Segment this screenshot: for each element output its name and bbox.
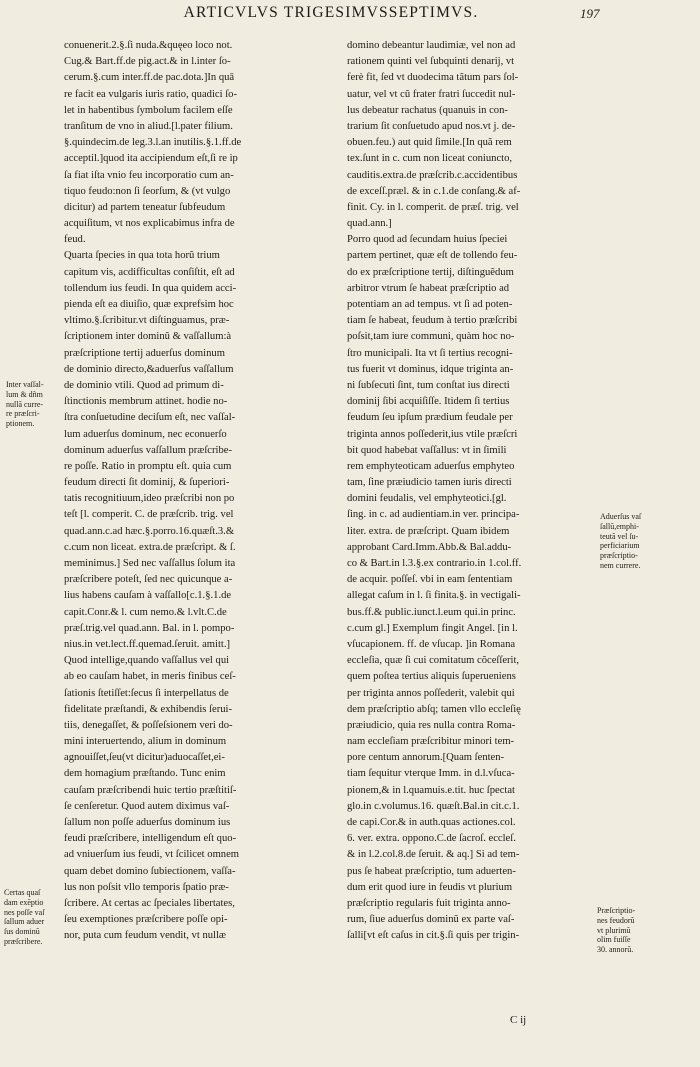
text-line: finit. Cy. in l. comperit. de præſ. trig. vel bbox=[347, 201, 519, 213]
text-line: bus.ff.& public.iunct.l.eum qui.in princ. bbox=[347, 606, 516, 618]
page-number: 197 bbox=[580, 6, 600, 21]
text-line: dem præſcriptio abſq; tamen vllo eccleſię bbox=[347, 703, 521, 715]
text-line: ad vniuerſum ius feudi, vt ſcilicet omnem bbox=[64, 849, 240, 861]
margin-note-line: Aduerſus vaſ bbox=[600, 512, 642, 521]
text-line: vltimo.§.ſcribitur.vt diſtinguamus, præ- bbox=[64, 315, 230, 327]
text-line: tex.ſunt in c. cum non liceat coniuncto, bbox=[347, 153, 513, 165]
margin-note-line: Inter vaſſal- bbox=[6, 380, 44, 389]
margin-note-line: dam exēptio bbox=[4, 897, 44, 907]
right-text-column bbox=[347, 38, 599, 945]
margin-note-line: ſus dominũ bbox=[4, 927, 40, 937]
text-line: dicitur) ad partem teneatur ſubfeudum bbox=[64, 201, 226, 213]
text-line: glo.in c.volumus.16. quæſt.Bal.in cit.c.1. bbox=[347, 800, 520, 812]
text-line: agnouiſſet,ſeu(vt dicitur)aduocaſſet,ei- bbox=[64, 752, 225, 764]
text-line: rem emphyteoticam aduerſus emphyteo bbox=[347, 460, 515, 472]
text-line: domini feudalis, vel emphyteotici.[gl. bbox=[347, 493, 507, 505]
text-line: tranſitum de vno in aliud.[l.pater filium. bbox=[64, 120, 233, 132]
margin-note-line: ſallũ,emphi- bbox=[600, 521, 639, 531]
text-line: pionem,& in l.quamuis.e.tit. huc ſpectat bbox=[347, 784, 515, 796]
margin-note-line: ptionem. bbox=[6, 419, 35, 429]
text-line: de capi.Cor.& in auth.quas actiones.col. bbox=[347, 817, 516, 828]
text-line: lum aduerſus dominum, nec econuerſo bbox=[64, 428, 227, 440]
text-line: per triginta annos poſſederit, valebit qui bbox=[347, 687, 515, 699]
text-line: ſa fiat iſta vnio feu incorporatio cum an- bbox=[64, 169, 234, 181]
text-line: præiudicio, quia res nulla contra Roma- bbox=[347, 719, 516, 731]
text-line: lus non poſsit vllo temporis ſpatio præ- bbox=[64, 881, 229, 893]
text-line: capitum vis, acdifficultas conſiſtit, eſt ad bbox=[64, 266, 235, 278]
text-line: ſing. in c. ad audientiam.in ver. principa- bbox=[347, 509, 520, 521]
text-line: præſ.trig.vel quad.ann. Bal. in l. pompo- bbox=[64, 622, 235, 634]
margin-note-left-1 bbox=[6, 380, 64, 429]
text-line: Cug.& Bart.ff.de pig.act.& in l.inter ſo- bbox=[64, 56, 231, 68]
text-line: Quod intellige,quando vaſſallus vel qui bbox=[64, 655, 230, 667]
text-line: nam eccleſiam præſcribitur minori tem- bbox=[347, 736, 515, 748]
text-line: feudi præſcribere, intelligendum eſt quo- bbox=[64, 833, 237, 845]
text-line: nor, puta cum feudum vendit, vt nullæ bbox=[64, 930, 226, 942]
text-line: quad.ann.] bbox=[347, 218, 392, 230]
text-line: præſcriptione tertij aduerſus dominum bbox=[64, 347, 225, 359]
text-line: tus fuerit vt dominus, idque triginta an- bbox=[347, 363, 514, 375]
text-line: acquiſitum, vt nos explicabimus infra de bbox=[64, 218, 235, 230]
text-line: ſtra conſuetudine deciſum eſt, nec vaſſal- bbox=[64, 412, 236, 424]
margin-note-right-1 bbox=[600, 512, 696, 571]
text-line: meminimus.] Sed nec vaſſallus ſolum ita bbox=[64, 558, 236, 569]
text-line: liter. extra. de præſcript. Quam ibidem bbox=[347, 525, 510, 537]
text-line: triginta annos poſſederit,ius vtile præſcri bbox=[347, 428, 518, 440]
margin-note-line: nullā curre- bbox=[6, 399, 44, 409]
text-line: §.quindecim.de leg.3.l.an inutilis.§.1.ff.de bbox=[64, 137, 242, 149]
margin-note-line: præſcriptio- bbox=[600, 551, 638, 561]
text-line: poſsit,tam iure communi, quàm hoc no- bbox=[347, 331, 515, 343]
text-line: c.cum non liceat. extra.de præſcript. & ſ. bbox=[64, 541, 236, 553]
text-line: ſationis ſtetiſſet:ſecus ſi interpellatus de bbox=[64, 687, 229, 699]
text-line: tiam ſequitur vterque Imm. in d.l.vſuca- bbox=[347, 768, 515, 780]
text-line: cerum.§.cum inter.ff.de pac.dota.]In quā bbox=[64, 72, 235, 84]
text-line: co & Bart.in l.3.§.ex contrario.in 1.col.ff. bbox=[347, 558, 522, 569]
text-line: ſcriptionem inter dominũ & vaſſallum:à bbox=[64, 331, 232, 343]
text-line: feudum ſeu ipſum prædium feudale per bbox=[347, 412, 513, 424]
text-line: partem pertinet, quæ eſt de tollendo feu- bbox=[347, 250, 518, 262]
left-text-column bbox=[64, 38, 336, 945]
text-line: re poſſe. Ratio in promptu eſt. quia cum bbox=[64, 460, 232, 472]
text-line: ni ſubſecuti ſint, tum conſtat ius directi bbox=[347, 379, 510, 391]
text-line: lus debeatur rachatus (quanuis in con- bbox=[347, 104, 508, 116]
text-line: tatis recognitiuum,ideo præſcribi non po bbox=[64, 493, 235, 505]
text-line: cauſam præſcribendi huic tertio præſtitiſ- bbox=[64, 784, 237, 796]
margin-note-line: 30. annorũ. bbox=[597, 945, 634, 955]
text-line: de acquir. poſſeſ. vbi in eam ſententiam bbox=[347, 574, 513, 586]
text-line: 6. ver. extra. oppono.C.de ſacroſ. eccleſ. bbox=[347, 833, 516, 845]
margin-note-line: nes feudorũ bbox=[597, 915, 635, 925]
text-line: dominij ſibi acquiſiſſe. Itidem ſi tertius bbox=[347, 396, 510, 408]
text-line: rationem quinti vel ſubquinti denarij, vt bbox=[347, 56, 515, 68]
margin-note-line: teutã vel ſu- bbox=[600, 531, 639, 541]
text-line: ſeu exemptiones præſcribere poſſe opi- bbox=[64, 914, 228, 926]
text-line: allegat caſum in l. ſi finita.§. in vectigali- bbox=[347, 590, 521, 602]
text-line: feudum directi ſit dominij, & ſuperiori- bbox=[64, 477, 230, 489]
text-line: obuen.feu.) aut quid ſimile.[In quã rem bbox=[347, 137, 512, 149]
text-line: tam, ſine præiudicio tamen iuris directi bbox=[347, 477, 512, 489]
text-line: nius.in vet.lect.ff.quemad.ſeruit. amitt.] bbox=[64, 638, 231, 650]
text-line: ſe cenſeretur. Quod autem diximus vaſ- bbox=[64, 800, 230, 812]
text-line: ferè fit, ſed vt duodecima tãtum pars ſol- bbox=[347, 72, 519, 84]
text-line: præſcribere poteſt, ſed nec quicunque a- bbox=[64, 574, 233, 586]
text-line: Quarta ſpecies in qua tota horũ trium bbox=[64, 250, 220, 262]
text-line: trarium ſit conſuetudo apud nos.vt j. de- bbox=[347, 120, 516, 132]
text-line: approbant Card.Imm.Abb.& Bal.addu- bbox=[347, 541, 512, 553]
text-line: eccleſia, quæ ſi cui comitatum cõceſſerit, bbox=[347, 655, 520, 667]
text-line: tiis, denegaſſet, & poſſeſsionem veri do- bbox=[64, 719, 233, 731]
text-line: rum, ſiue aduerſus dominũ ex parte vaſ- bbox=[347, 914, 515, 926]
text-line: mini interuertendo, alium in dominum bbox=[64, 736, 227, 748]
text-line: dominum aduerſus vaſſallum præſcribe- bbox=[64, 444, 232, 456]
text-line: cauditis.extra.de præſcrib.c.accidentibus bbox=[347, 169, 518, 181]
text-line: quem poſtea tertius aliquis ſuperueniens bbox=[347, 671, 516, 683]
text-line: tiquo feudo:non ſi ſeorſum, & (vt vulgo bbox=[64, 185, 231, 197]
text-line: bit quod habebat vaſſallus: vt in ſimili bbox=[347, 444, 507, 456]
margin-note-line: præſcribere. bbox=[4, 936, 43, 946]
margin-note-line: lum & dñm bbox=[6, 389, 43, 399]
running-title: ARTICVLVS TRIGESIMVSSEPTIMVS. bbox=[183, 4, 479, 21]
text-line: quam debet domino ſubiectionem, vaſſa- bbox=[64, 865, 236, 877]
text-line: præſcriptio regularis fuit triginta anno- bbox=[347, 897, 511, 909]
text-line: de dominio directo,&aduerſus vaſſallum bbox=[64, 363, 234, 375]
catchword: C ij bbox=[510, 1014, 527, 1026]
text-line: dem homagium præſtando. Tunc enim bbox=[64, 768, 226, 780]
margin-note-line: re præſcri- bbox=[6, 409, 40, 419]
text-line: ab eo cauſam habet, in meris finibus ceſ- bbox=[64, 671, 236, 683]
text-line: c.cum gl.] Exemplum fingit Angel. [in l. bbox=[347, 622, 518, 634]
text-line: uatur, vel vt cũ frater fratri ſuccedit nul- bbox=[347, 88, 516, 100]
text-line: domino debeantur laudimiæ, vel non ad bbox=[347, 40, 516, 51]
margin-note-line: perficiarium bbox=[600, 541, 640, 551]
margin-note-line: vt plurimũ bbox=[597, 925, 631, 935]
text-line: ſcribere. At certas ac ſpeciales libertates, bbox=[64, 897, 235, 909]
text-line: tollendum ius feudi. In qua quidem acci- bbox=[64, 282, 237, 294]
text-line: de exceſſ.præl. & in c.1.de conſang.& af- bbox=[347, 185, 521, 197]
text-line: capit.Conr.& l. cum nemo.& l.vlt.C.de bbox=[64, 606, 227, 618]
text-line: pienda eſt ea diuiſio, quæ exprefsim hoc bbox=[64, 299, 234, 310]
text-line: potentiam an ad tempus. vt ſi ad poten- bbox=[347, 299, 513, 310]
text-line: ſtinctionis membrum attinet. hodie no- bbox=[64, 396, 228, 408]
margin-note-line: nem currere. bbox=[600, 560, 641, 570]
margin-note-line: Præſcriptio- bbox=[597, 906, 636, 915]
text-line: quad.ann.c.ad hæc.§.porro.16.quæſt.3.& bbox=[64, 525, 235, 537]
text-line: acceptil.]quod ita accipiendum eſt,ſi re ip bbox=[64, 153, 238, 165]
margin-note-line: nes poſſe vaſ bbox=[4, 907, 45, 917]
text-line: de dominio vtili. Quod ad primum di- bbox=[64, 379, 224, 391]
margin-note-line: Certas quaſ bbox=[4, 888, 41, 897]
text-line: Porro quod ad ſecundam huius ſpeciei bbox=[347, 234, 508, 246]
margin-note-line: olim fuiſſe bbox=[597, 935, 631, 945]
text-line: feud. bbox=[64, 234, 86, 246]
text-line: ſallum non poſſe aduerſus dominum ius bbox=[64, 817, 231, 828]
text-line: fidelitate præſtandi, & exhibendis ſerui- bbox=[64, 703, 232, 715]
text-line: arbitror vtrum ſe habeat præſcriptio ad bbox=[347, 282, 510, 294]
text-line: lius habens cauſam à vaſſallo[c.1.§.1.de bbox=[64, 590, 232, 602]
margin-note-right-2 bbox=[597, 906, 697, 955]
text-line: vſucapionem. ff. de vſucap. ]in Romana bbox=[347, 638, 516, 650]
text-line: ſtro municipali. Ita vt ſi tertius recogni- bbox=[347, 347, 513, 359]
text-line: pus ſe habeat præſcriptio, tum aduerten- bbox=[347, 865, 516, 877]
text-line: pore centum annorum.[Quam ſenten- bbox=[347, 752, 505, 764]
text-line: re facit ea vulgaris iuris ratio, quadici ſo- bbox=[64, 88, 237, 100]
text-line: teſt [l. comperit. C. de præſcrib. trig. vel bbox=[64, 509, 234, 521]
text-line: ſalli[vt eſt caſus in cit.§.ſi quis per trigin- bbox=[347, 930, 520, 942]
text-line: tiam ſe habeat, feudum à tertio præſcribi bbox=[347, 315, 518, 327]
text-line: conuenerit.2.§.ſi nuda.&quęeo loco not. bbox=[64, 40, 233, 51]
margin-note-line: ſallum aduer bbox=[4, 917, 45, 927]
text-line: let in habentibus ſymbolum facilem eſſe bbox=[64, 104, 233, 116]
text-line: dum erit quod iure in feudis vt plurium bbox=[347, 881, 513, 893]
text-line: & in l.2.col.8.de ſeruit. & aq.] Si ad tem- bbox=[347, 849, 520, 861]
margin-note-left-2 bbox=[4, 888, 64, 947]
text-line: do ex præſcriptione tertij, diſtinguẽdum bbox=[347, 266, 514, 278]
